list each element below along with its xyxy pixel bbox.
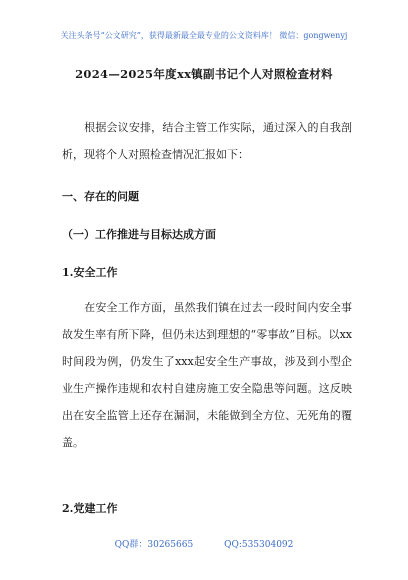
intro-text: 根据会议安排，结合主管工作实际，通过深入的自我剖析，现将个人对照检查情况汇报如下：	[62, 121, 352, 161]
safety-paragraph	[62, 294, 352, 456]
promo-banner: 关注头条号“公文研究”，获得最新最全最专业的公文资料库！ 微信：gongwenyj	[60, 31, 348, 40]
document-title: 2024—2025年度xx镇副书记个人对照检查材料	[75, 67, 333, 81]
item-heading-safety: 1.安全工作	[62, 266, 118, 279]
section-heading-problems: 一、存在的问题	[62, 190, 139, 203]
intro-paragraph	[62, 114, 352, 168]
safety-text: 在安全工作方面，虽然我们镇在过去一段时间内安全事故发生率有所下降，但仍未达到理想的“零事故”目标。以xx时间段为例，仍发生了xxx起安全生产事故，涉及到小型企业生产操作违规和农村自建房施工安全隐患等问题。这反映出在安全监管上还存在漏洞，未能做到全方位、无死角的覆盖。	[62, 301, 352, 449]
contact-footer	[0, 537, 408, 550]
qq-group-text: QQ群：30265665	[114, 540, 194, 550]
item-heading-party-building: 2.党建工作	[62, 502, 118, 515]
qq-text: QQ:535304092	[224, 540, 294, 550]
subsection-heading-work-progress: （一）工作推进与目标达成方面	[62, 228, 216, 241]
